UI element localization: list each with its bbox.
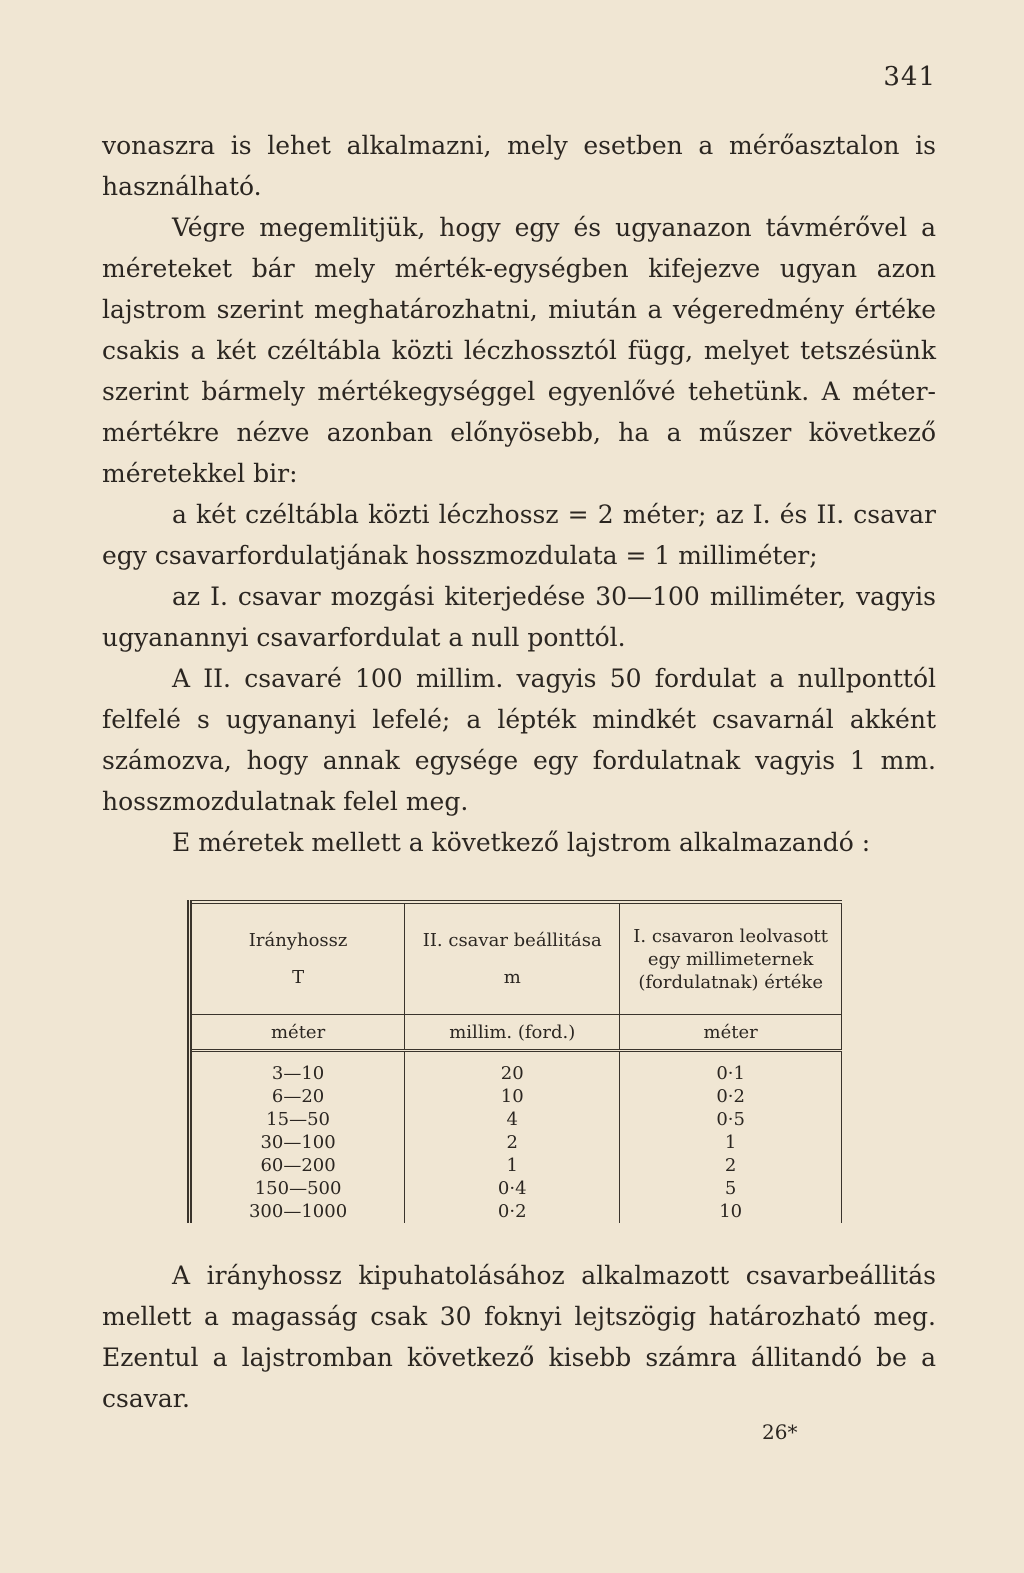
table-row [190,1177,842,1200]
table-cell: 6—20 [190,1085,405,1108]
signature-mark: 26* [762,1420,798,1444]
table-cell: 15—50 [190,1108,405,1131]
table-row [190,1085,842,1108]
table-cell: 3—10 [190,1051,405,1086]
header-line: II. csavar beállitása [422,930,602,951]
lajstrom-table [187,900,842,1223]
table-row [190,1154,842,1177]
paragraph: az I. csavar mozgási kiterjedése 30—100 milliméter, vagyis ugyanannyi csavarfordulat a null ponttól. [102,582,936,652]
table-cell: 1 [405,1154,620,1177]
table-row [190,1051,842,1086]
unit-cell: méter [620,1015,842,1051]
body-text-bottom [102,1255,936,1419]
table-row [190,1108,842,1131]
table-cell: 5 [620,1177,842,1200]
paragraph: vonaszra is lehet alkalmazni, mely esetben a mérőasztalon is használható. [102,131,936,201]
table-units-row [190,1015,842,1051]
header-line: I. csavaron leolvasott [633,925,829,947]
table-cell: 2 [405,1131,620,1154]
header-line: T [292,967,305,988]
header-line: egy millimeternek [647,948,814,970]
table-cell: 0·2 [405,1200,620,1223]
unit-cell: méter [190,1015,405,1051]
header-iranyhossz [190,902,405,1015]
header-line: (fordulatnak) értéke [638,971,823,993]
table-cell: 0·5 [620,1108,842,1131]
lookup-table [187,900,842,1240]
table-row [190,1200,842,1223]
header-line: m [503,967,521,988]
table-cell: 2 [620,1154,842,1177]
table-cell: 300—1000 [190,1200,405,1223]
table-cell: 0·4 [405,1177,620,1200]
header-csavar-beallitasa [405,902,620,1015]
table-row [190,1131,842,1154]
table-cell: 0·2 [620,1085,842,1108]
page-number: 341 [883,62,936,92]
header-leolvasott-ertek [620,902,842,1015]
unit-cell: millim. (ford.) [405,1015,620,1051]
table-cell: 150—500 [190,1177,405,1200]
table-cell: 60—200 [190,1154,405,1177]
table-cell: 10 [405,1085,620,1108]
header-line: Irányhossz [248,930,348,951]
table-header-row [190,902,842,1015]
paragraph: A II. csavaré 100 millim. vagyis 50 fordulat a nullponttól felfelé s ugyananyi lefelé; a lépték mindkét csavarnál akként számozva, hogy annak egysége egy fordulatnak vagyis 1 mm. hosszmozdulatnak felel meg. [102,664,936,816]
table-cell: 10 [620,1200,842,1223]
body-text-top [102,125,936,863]
paragraph: Végre megemlitjük, hogy egy és ugyanazon távmérővel a méreteket bár mely mérték-egységben kifejezve ugyan azon lajstrom szerint meghatározhatni, miután a végeredmény értéke csakis a két czéltábla közti léczhossztól függ, melyet tetszésünk szerint bármely mértékegységgel egyenlővé tehetünk. A méter-mértékre nézve azonban előnyösebb, ha a műszer következő méretekkel bir: [102,213,936,488]
paragraph: a két czéltábla közti léczhossz = 2 méter; az I. és II. csavar egy csavarfordulatjának hosszmozdulata = 1 milliméter; [102,500,936,570]
table-cell: 20 [405,1051,620,1086]
table-cell: 4 [405,1108,620,1131]
table-cell: 30—100 [190,1131,405,1154]
paragraph: E méretek mellett a következő lajstrom alkalmazandó : [172,828,871,857]
table-cell: 1 [620,1131,842,1154]
paragraph: A irányhossz kipuhatolásához alkalmazott csavarbeállitás mellett a magasság csak 30 foknyi lejtszögig határozható meg. Ezentul a lajstromban következő kisebb számra állitandó be a csavar. [102,1261,936,1413]
table-cell: 0·1 [620,1051,842,1086]
